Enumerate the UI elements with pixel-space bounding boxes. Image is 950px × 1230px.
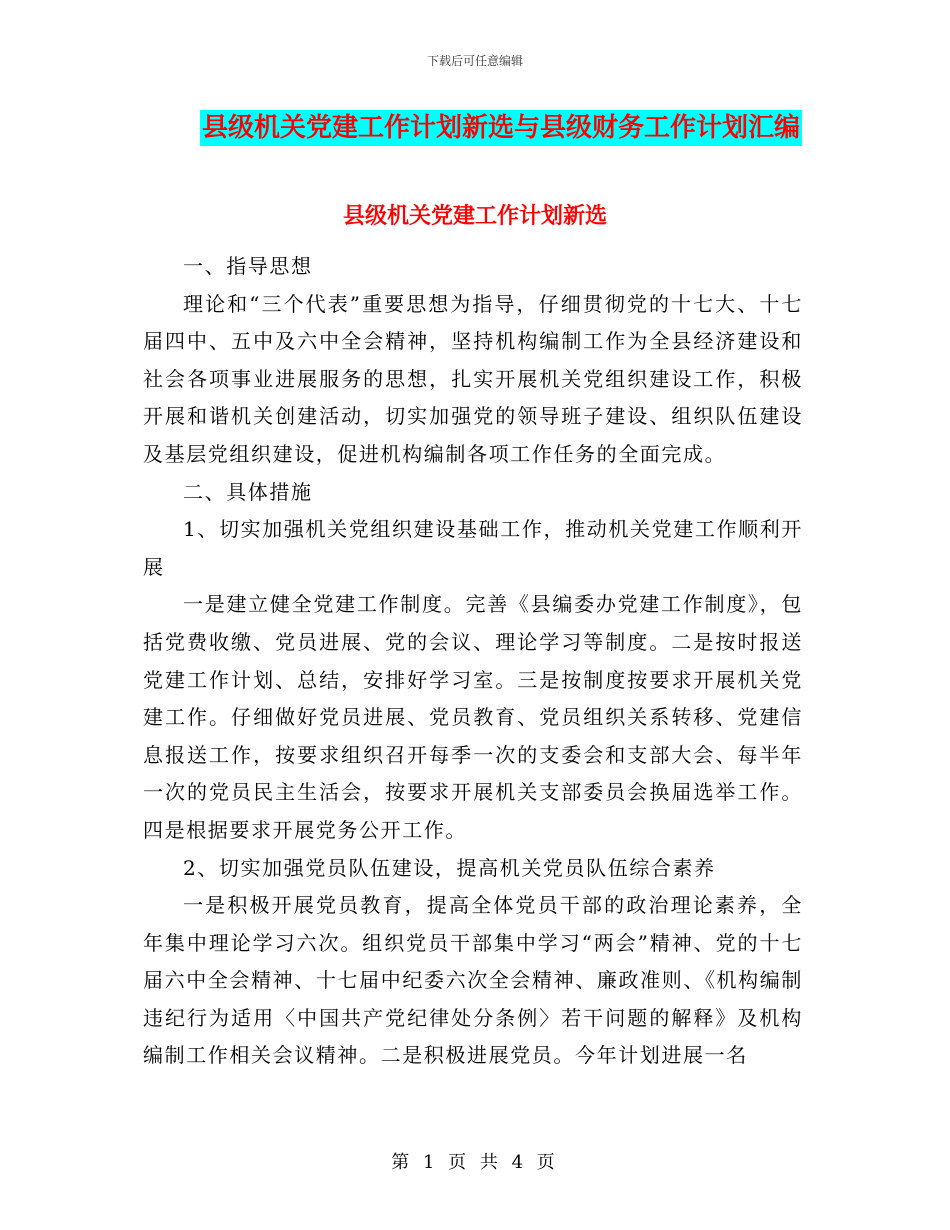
- main-title-container: [0, 110, 950, 146]
- paragraph-measure-1-body: 一是建立健全党建工作制度。完善《县编委办党建工作制度》，包括党费收缴、党员进展、党的会议、理论学习等制度。二是按时报送党建工作计划、总结，安排好学习室。三是按制度按要求开展机关党建工作。仔细做好党员进展、党员教育、党员组织关系转移、党建信息报送工作，按要求组织召开每季一次的支委会和支部大会、每半年一次的党员民主生活会，按要求开展机关支部委员会换届选举工作。四是根据要求开展党务公开工作。: [143, 592, 803, 842]
- paragraph-heading-guiding-ideology: 一、指导思想: [183, 254, 313, 278]
- paragraph-heading-specific-measures: 二、具体措施: [183, 479, 313, 504]
- paragraph-measure-1-title: 1、切实加强机关党组织建设基础工作，推动机关党建工作顺利开展: [143, 517, 803, 579]
- paragraph-measure-2-body: 一是积极开展党员教育，提高全体党员干部的政治理论素养，全年集中理论学习六次。组织党员干部集中学习“两会”精神、党的十七届六中全会精神、十七届中纪委六次全会精神、廉政准则、《机构编制违纪行为适用〈中国共产党纪律处分条例〉若干问题的解释》及机构编制工作相关会议精神。二是积极进展党员。今年计划进展一名: [143, 893, 803, 1068]
- header-note: 下载后可任意编辑: [426, 54, 523, 68]
- sub-title: 县级机关党建工作计划新选: [342, 203, 607, 229]
- page-number-footer: 第 1 页 共 4 页: [391, 1152, 559, 1173]
- paragraph-guiding-ideology: 理论和“三个代表”重要思想为指导，仔细贯彻党的十七大、十七届四中、五中及六中全会精神，坚持机构编制工作为全县经济建设和社会各项事业进展服务的思想，扎实开展机关党组织建设工作，积极开展和谐机关创建活动，切实加强党的领导班子建设、组织队伍建设及基层党组织建设，促进机构编制各项工作任务的全面完成。: [143, 291, 803, 466]
- document-body: [143, 220, 803, 1075]
- paragraph-measure-2-title: 2、切实加强党员队伍建设，提高机关党员队伍综合素养: [183, 855, 716, 880]
- main-title: 县级机关党建工作计划新选与县级财务工作计划汇编: [200, 110, 802, 146]
